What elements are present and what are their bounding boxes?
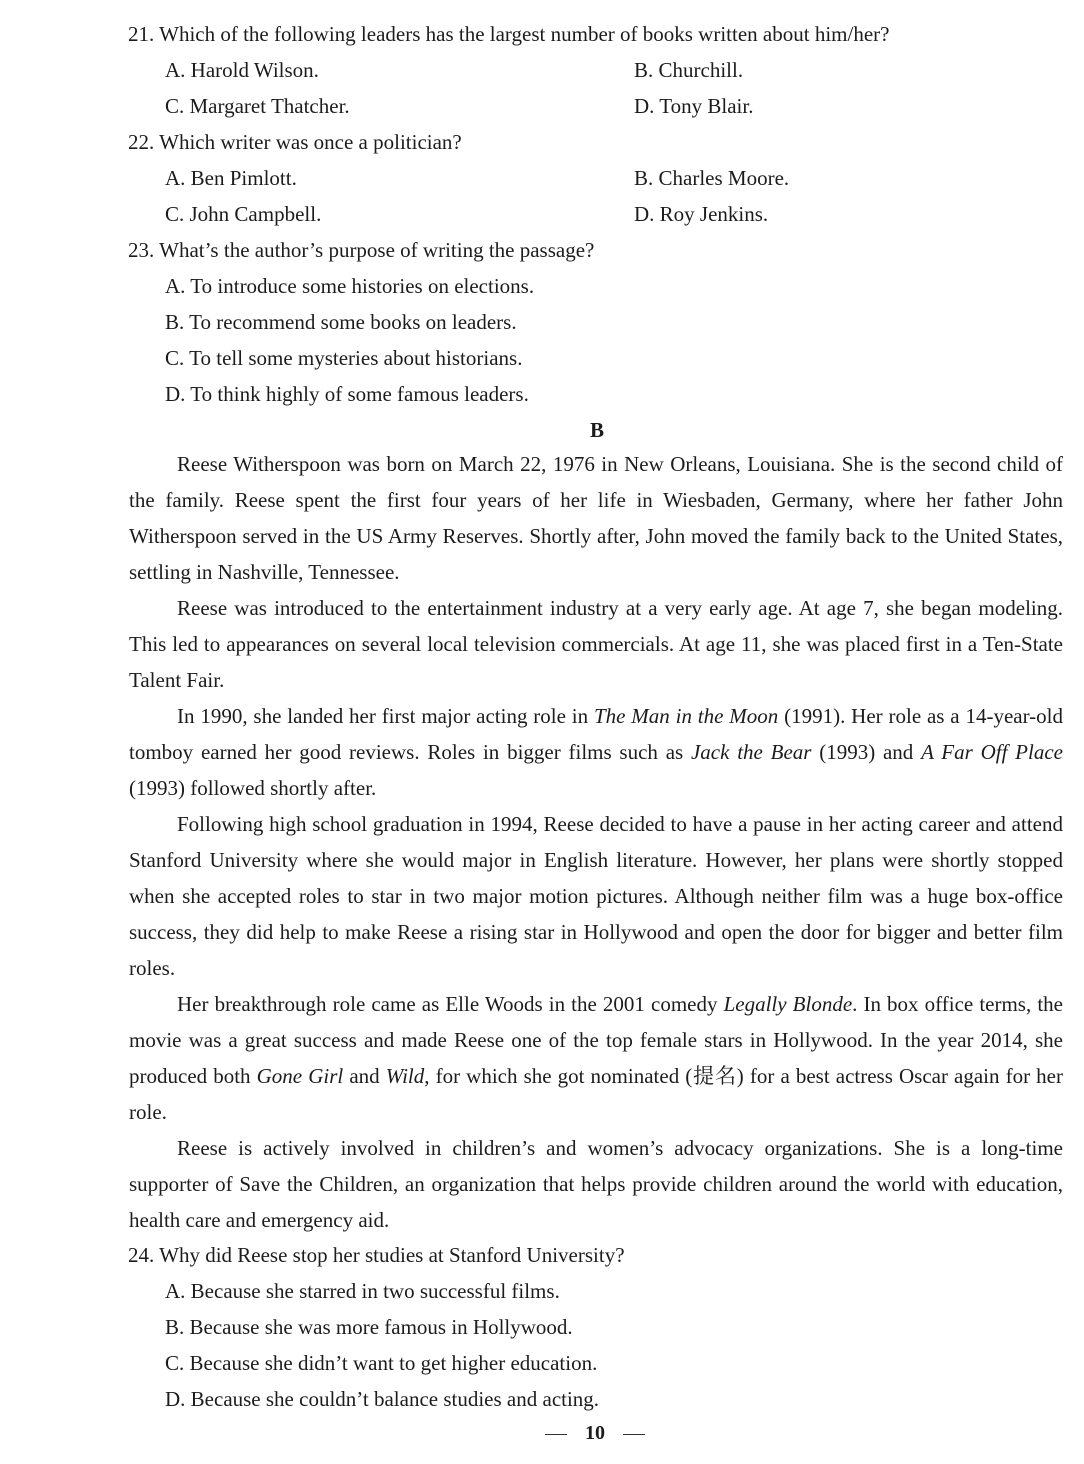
footer-dash-left	[545, 1434, 567, 1435]
page-number: 10	[585, 1422, 605, 1444]
passage-paragraph-3	[129, 698, 1063, 806]
q23-option-c: C. To tell some mysteries about historians.	[165, 346, 523, 370]
q23-option-d: D. To think highly of some famous leaders.	[165, 382, 529, 406]
p5-text-c: and	[343, 1064, 386, 1088]
footer-dash-right	[623, 1434, 645, 1435]
q24-option-d: D. Because she couldn’t balance studies and acting.	[165, 1387, 600, 1411]
q22-option-c: C. John Campbell.	[165, 202, 322, 226]
p5-text-a: Her breakthrough role came as Elle Woods in the 2001 comedy	[177, 992, 724, 1016]
p3-text-d: (1993) followed shortly after.	[129, 776, 377, 800]
p3-text-a: In 1990, she landed her first major acting role in	[177, 704, 594, 728]
question-22-stem: 22. Which writer was once a politician?	[128, 130, 462, 154]
q23-option-b: B. To recommend some books on leaders.	[165, 310, 517, 334]
q22-option-a: A. Ben Pimlott.	[165, 166, 297, 190]
passage-paragraph-2: Reese was introduced to the entertainment industry at a very early age. At age 7, she began modeling. This led to appearances on several local television commercials. At age 11, she was placed first in a Ten-State Talent Fair.	[129, 596, 1063, 692]
q22-option-b: B. Charles Moore.	[634, 166, 790, 190]
question-23-stem: 23. What’s the author’s purpose of writing the passage?	[128, 238, 595, 262]
film-title: Wild	[385, 1064, 425, 1088]
question-24-stem: 24. Why did Reese stop her studies at Stanford University?	[128, 1243, 625, 1267]
p5-text-d: , for which she got nominated (提名) for a best actress Oscar again for her role.	[129, 1064, 1063, 1124]
q24-option-c: C. Because she didn’t want to get higher education.	[165, 1351, 598, 1375]
question-21-stem: 21. Which of the following leaders has the largest number of books written about him/her?	[128, 22, 890, 46]
passage-paragraph-5	[129, 986, 1063, 1130]
passage-paragraph-1: Reese Witherspoon was born on March 22, 1976 in New Orleans, Louisiana. She is the second child of the family. Reese spent the first four years of her life in Wiesbaden, Germany, where her father John Witherspoon served in the US Army Reserves. Shortly after, John moved the family back to the United States, settling in Nashville, Tennessee.	[129, 452, 1063, 584]
q24-option-a: A. Because she starred in two successful films.	[165, 1279, 560, 1303]
p3-text-b: (1991). Her role as a 14-year-old tomboy earned her good reviews. Roles in bigger films such as	[129, 704, 1063, 764]
reading-passage	[129, 446, 1063, 1238]
film-title: The Man in the Moon	[593, 704, 779, 728]
film-title: Jack the Bear	[690, 740, 812, 764]
q21-option-c: C. Margaret Thatcher.	[165, 94, 350, 118]
section-heading: B	[589, 418, 604, 442]
q22-option-d: D. Roy Jenkins.	[634, 202, 769, 226]
film-title: Gone Girl	[256, 1064, 344, 1088]
passage-paragraph-6: Reese is actively involved in children’s and women’s advocacy organizations. She is a long-time supporter of Save the Children, an organization that helps provide children around the world with education, health care and emergency aid.	[129, 1136, 1063, 1232]
p3-text-c: (1993) and	[811, 740, 922, 764]
q21-option-d: D. Tony Blair.	[634, 94, 754, 118]
q21-option-b: B. Churchill.	[634, 58, 744, 82]
p5-text-b: . In box office terms, the movie was a great success and made Reese one of the top female stars in Hollywood. In the year 2014, she produced both	[129, 992, 1063, 1088]
film-title: A Far Off Place	[921, 740, 1063, 764]
page-footer	[0, 1423, 1084, 1443]
passage-paragraph-4: Following high school graduation in 1994, Reese decided to have a pause in her acting career and attend Stanford University where she would major in English literature. However, her plans were shortly stopped when she accepted roles to star in two major motion pictures. Although neither film was a huge box-office success, they did help to make Reese a rising star in Hollywood and open the door for bigger and better film roles.	[129, 812, 1063, 980]
q21-option-a: A. Harold Wilson.	[165, 58, 319, 82]
film-title: Legally Blonde	[723, 992, 853, 1016]
q23-option-a: A. To introduce some histories on elections.	[165, 274, 535, 298]
q24-option-b: B. Because she was more famous in Hollywood.	[165, 1315, 573, 1339]
